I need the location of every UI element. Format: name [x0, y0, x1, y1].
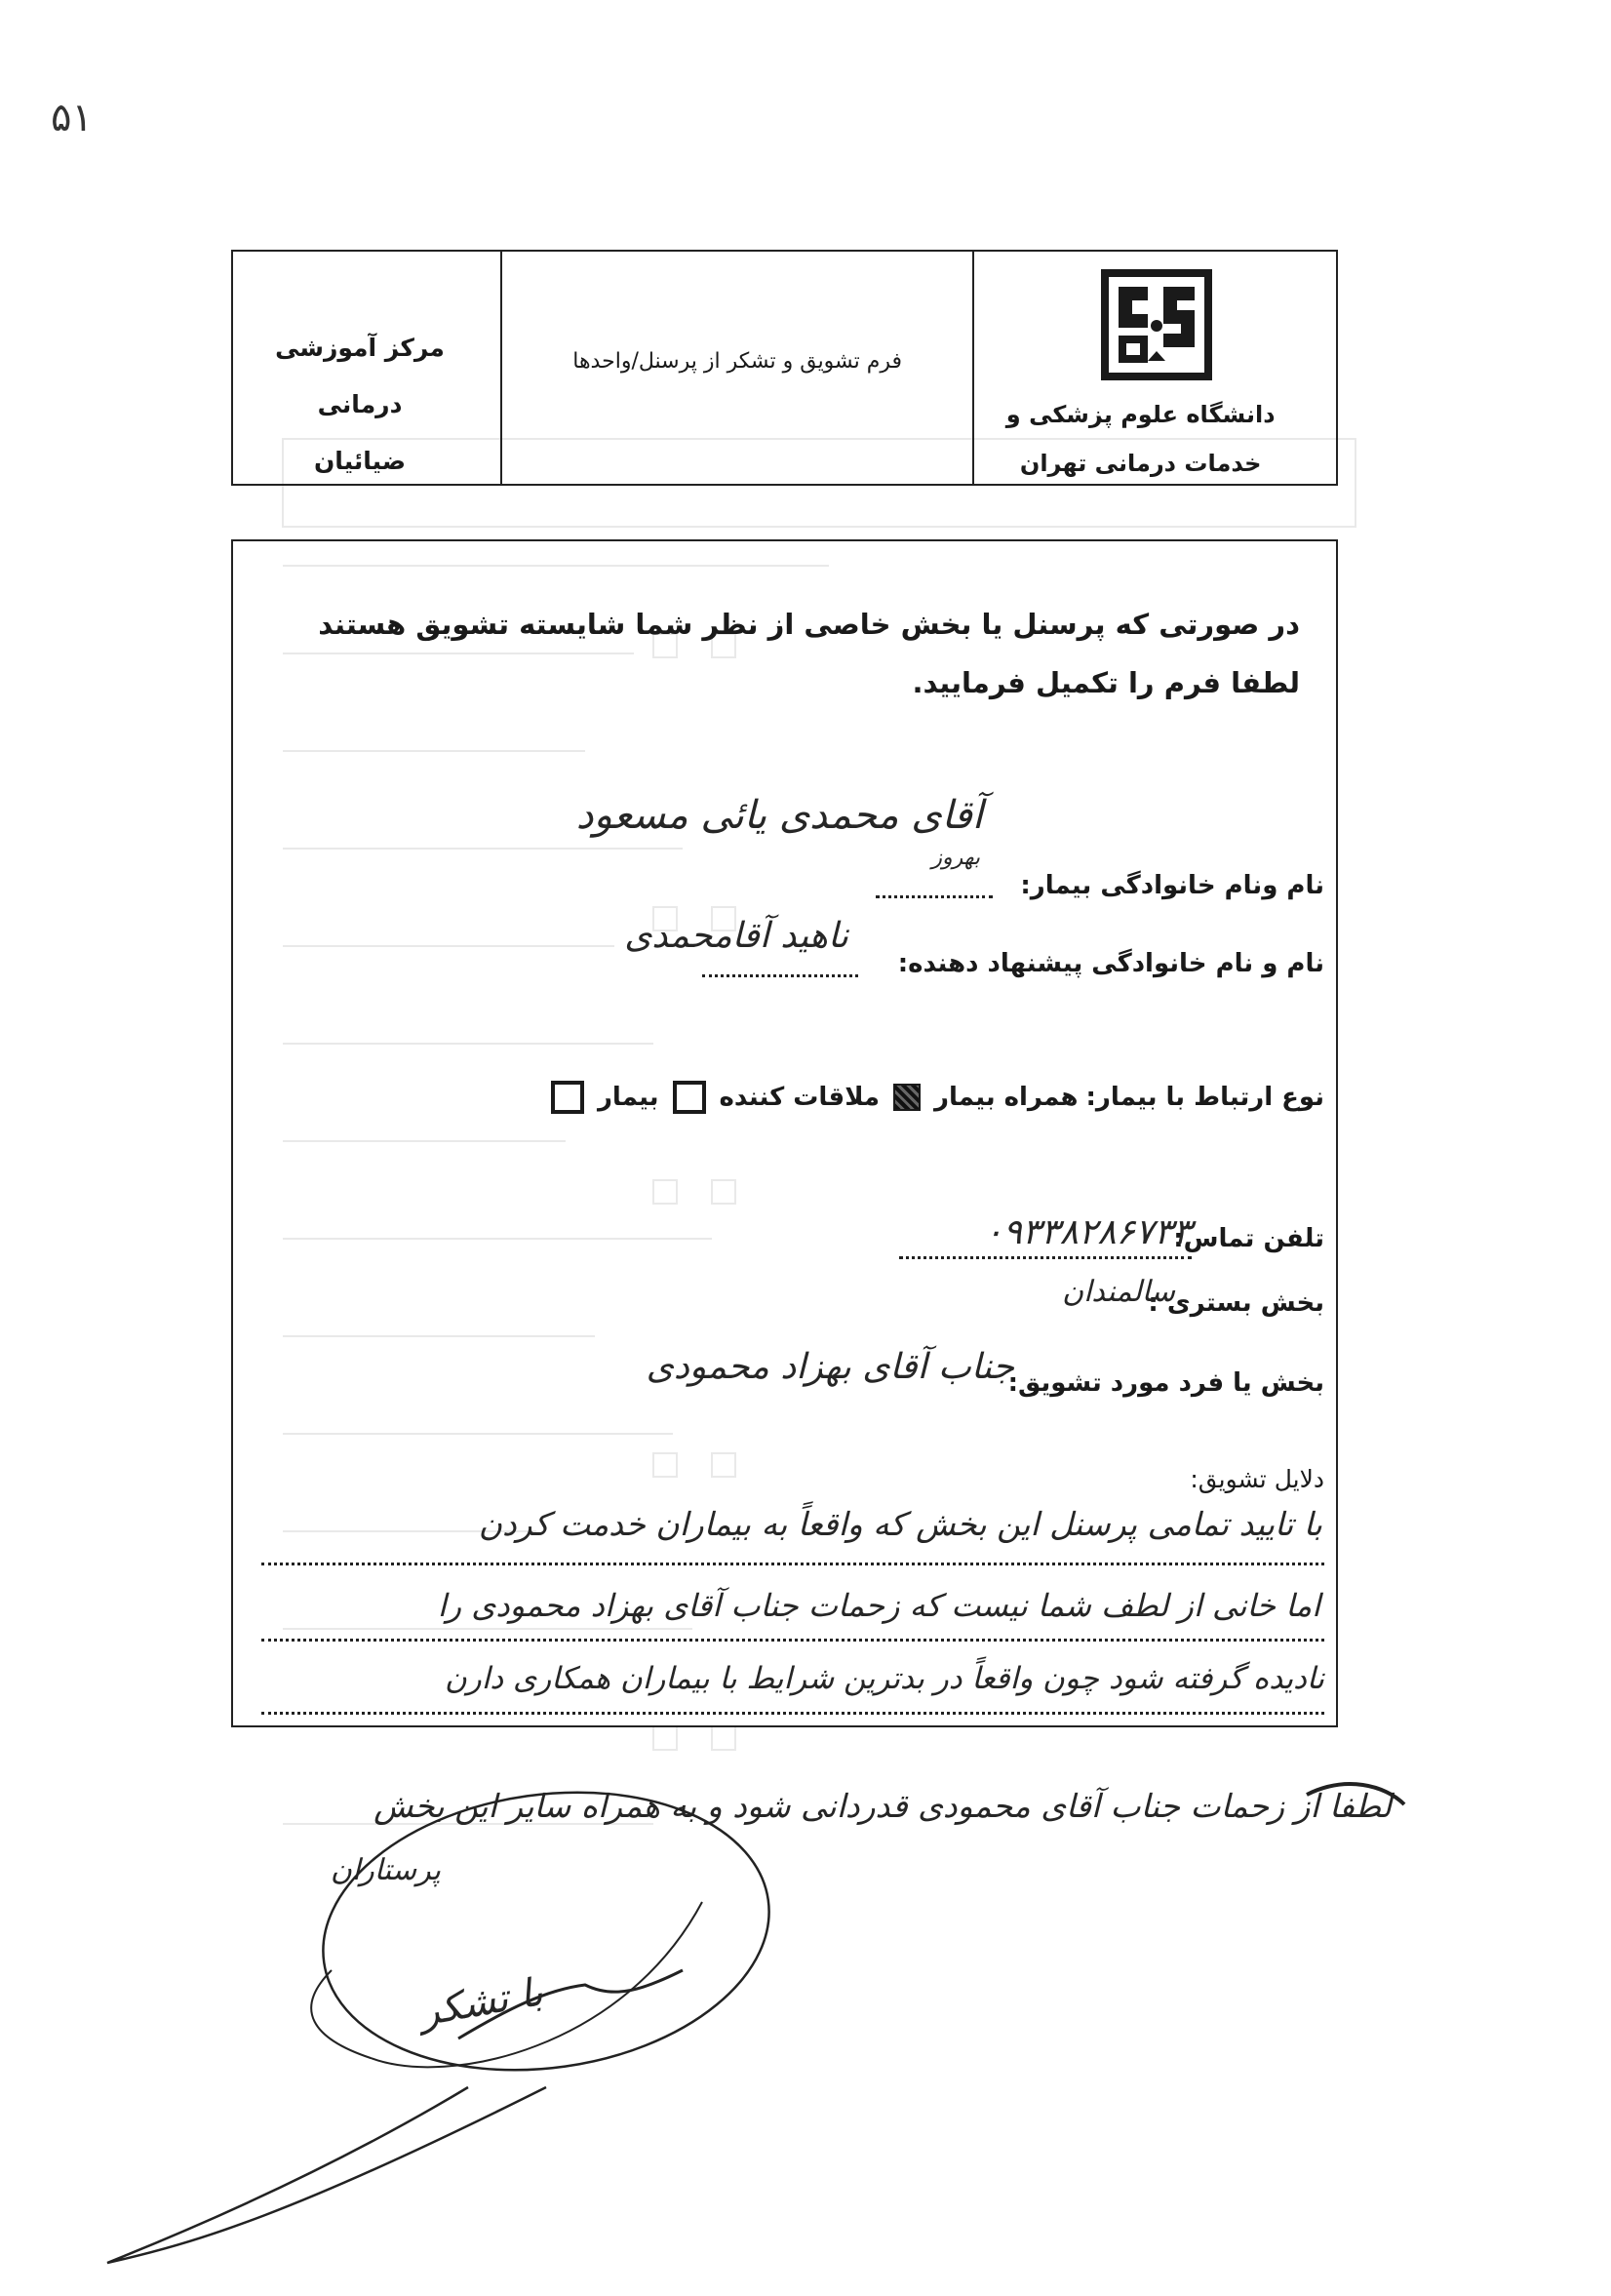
- reason-line-2[interactable]: اما خانی از لطف شما نیست که زحمات جناب آقای بهزاد محمودی را: [437, 1587, 1320, 1624]
- relation-option-visitor-label: ملاقات کننده: [719, 1083, 881, 1112]
- university-name-line-1: دانشگاه علوم پزشکی و: [1005, 401, 1276, 428]
- phone-value[interactable]: ۰۹۳۳۸۲۸۶۷۳۳: [984, 1212, 1192, 1252]
- page-number: ۵۱: [51, 96, 93, 140]
- patient-name-label: نام ونام خانوادگی بیمار:: [1020, 871, 1324, 900]
- ward-label: بخش بستری :: [1148, 1288, 1324, 1318]
- relation-label: نوع ارتباط با بیمار:: [1085, 1083, 1324, 1112]
- footnote-line-2: پرستاران: [330, 1853, 441, 1887]
- reasons-label: دلایل تشویق:: [1190, 1465, 1324, 1493]
- ward-value[interactable]: سالمندان: [1062, 1275, 1175, 1309]
- target-value[interactable]: جناب آقای بهزاد محمودی: [646, 1347, 1014, 1387]
- suggester-name-label: نام و نام خانوادگی پیشنهاد دهنده:: [897, 949, 1324, 978]
- hospital-name-line-1: مرکز آموزشی درمانی: [275, 334, 445, 418]
- reason-line-1[interactable]: با تایید تمامی پرسنل این بخش که واقعاً به بیماران خدمت کردن: [478, 1505, 1322, 1543]
- patient-name-note: بهروز: [931, 846, 980, 870]
- reason-line-3[interactable]: نادیده گرفته شود چون واقعاً در بدترین شرایط با بیماران همکاری دارن: [445, 1661, 1324, 1696]
- relation-option-patient-label: بیمار: [597, 1083, 659, 1112]
- signoff-text: با تشکر: [415, 1969, 547, 2036]
- suggester-name-value[interactable]: ناهید آقامحمدی: [624, 916, 848, 956]
- instruction-text: در صورتی که پرسنل یا بخش خاصی از نظر شما شایسته تشویق هستند لطفا فرم را تکمیل فرمایید.: [318, 608, 1300, 699]
- relation-option-companion-label: همراه بیمار: [934, 1083, 1079, 1112]
- phone-label: تلفن تماس:: [1173, 1224, 1324, 1253]
- footnote-line-1: لطفا از زحمات جناب آقای محمودی قدردانی شود و به همراه سایر این بخش: [373, 1787, 1392, 1825]
- patient-name-value[interactable]: آقای محمدی یائی مسعود: [575, 793, 983, 838]
- target-label: بخش یا فرد مورد تشویق:: [1007, 1368, 1324, 1398]
- hospital-name-line-2: ضیائیان: [313, 447, 407, 475]
- form-title: فرم تشویق و تشکر از پرسنل/واحدها: [572, 349, 903, 374]
- university-name-line-2: خدمات درمانی تهران: [1019, 450, 1262, 477]
